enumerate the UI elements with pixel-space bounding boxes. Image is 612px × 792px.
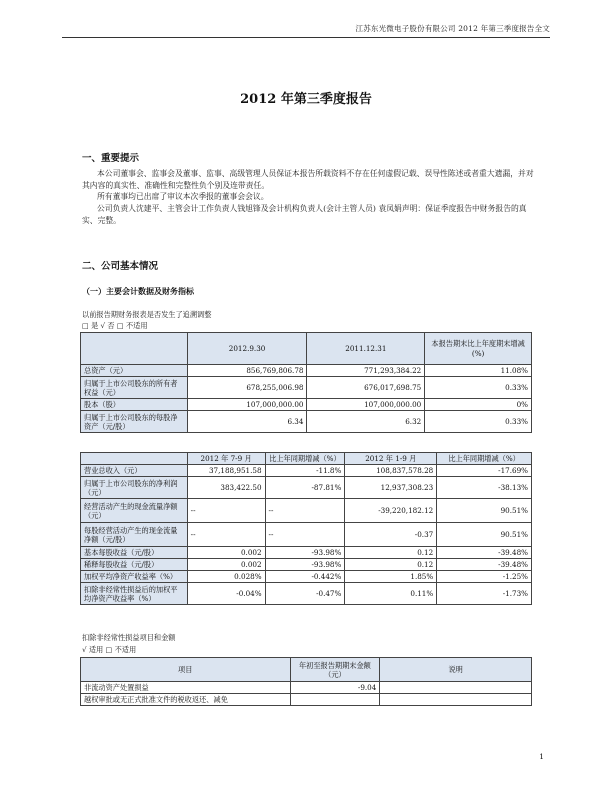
table-row xyxy=(81,694,532,706)
table-header-row xyxy=(81,333,532,365)
table-cell: 0.33% xyxy=(425,411,532,433)
table-cell: 107,000,000.00 xyxy=(307,399,425,411)
subsection-key-data-heading: （一）主要会计数据及财务指标 xyxy=(82,286,194,296)
income-statement-table xyxy=(80,452,532,605)
table-cell xyxy=(380,694,532,706)
table-row xyxy=(81,365,532,377)
table-cell: 771,293,384.22 xyxy=(307,365,425,377)
nonrecurring-options: √ 适用 □ 不适用 xyxy=(82,645,137,654)
table-row xyxy=(81,682,532,694)
row-label: 非流动资产处置损益 xyxy=(81,682,291,694)
table-cell: -17.69% xyxy=(437,465,532,477)
table-cell: -87.81% xyxy=(265,477,345,499)
row-label: 归属于上市公司股东的每股净资产（元/股） xyxy=(81,411,188,433)
row-label: 越权审批或无正式批准文件的税收返还、减免 xyxy=(81,694,291,706)
notice-paragraph-1: 本公司董事会、监事会及董事、监事、高级管理人员保证本报告所载资料不存在任何虚假记载、误导性陈述或者重大遗漏，并对其内容的真实性、准确性和完整性负个别及连带责任。 xyxy=(82,169,534,190)
table-cell: 856,769,806.78 xyxy=(187,365,307,377)
table-cell: -0.37 xyxy=(345,523,437,547)
row-label: 每股经营活动产生的现金流量净额（元/股） xyxy=(81,523,188,547)
balance-sheet-table xyxy=(80,332,532,433)
restatement-question: 以前报告期财务报表是否发生了追溯调整 xyxy=(82,310,212,319)
table-cell: 11.08% xyxy=(425,365,532,377)
table-cell: 678,255,006.98 xyxy=(187,377,307,399)
row-label: 归属于上市公司股东的净利润（元） xyxy=(81,477,188,499)
table-cell: 0% xyxy=(425,399,532,411)
table-cell: -38.13% xyxy=(437,477,532,499)
table-row xyxy=(81,465,532,477)
row-label: 基本每股收益（元/股） xyxy=(81,547,188,559)
table-cell: 90.51% xyxy=(437,523,532,547)
table-row xyxy=(81,377,532,399)
section-important-notice-heading: 一、重要提示 xyxy=(82,153,140,164)
table-header-cell xyxy=(81,333,188,365)
restatement-options: □ 是 √ 否 □ 不适用 xyxy=(82,321,148,330)
table-cell: 383,422.50 xyxy=(187,477,265,499)
table-header-cell: 项目 xyxy=(81,658,291,682)
table-header-cell xyxy=(81,453,188,465)
table-cell xyxy=(380,682,532,694)
table-header-cell: 比上年同期增减（%） xyxy=(265,453,345,465)
table-row xyxy=(81,571,532,583)
table-header-cell: 2011.12.31 xyxy=(307,333,425,365)
table-row xyxy=(81,477,532,499)
document-title: 2012 年第三季度报告 xyxy=(240,92,372,107)
running-header: 江苏东光微电子股份有限公司 2012 年第三季度报告全文 xyxy=(355,24,550,33)
row-label: 经营活动产生的现金流量净额（元） xyxy=(81,499,188,523)
table-cell: 676,017,698.75 xyxy=(307,377,425,399)
table-cell: -9.04 xyxy=(290,682,380,694)
table-cell: 0.12 xyxy=(345,559,437,571)
row-label: 扣除非经常性损益后的加权平均净资产收益率（%） xyxy=(81,583,188,605)
header-rule xyxy=(62,37,550,38)
row-label: 总资产（元） xyxy=(81,365,188,377)
table-cell: -39.48% xyxy=(437,559,532,571)
table-cell: 12,937,308.23 xyxy=(345,477,437,499)
table-cell: 0.12 xyxy=(345,547,437,559)
table-row xyxy=(81,411,532,433)
table-cell: 0.33% xyxy=(425,377,532,399)
table-header-cell: 2012 年 1-9 月 xyxy=(345,453,437,465)
table-header-cell: 2012 年 7-9 月 xyxy=(187,453,265,465)
nonrecurring-note: 扣除非经常性损益项目和金额 xyxy=(82,633,176,642)
row-label: 股本（股） xyxy=(81,399,188,411)
table-cell: -93.98% xyxy=(265,559,345,571)
table-row xyxy=(81,399,532,411)
table-cell: -39,220,182.12 xyxy=(345,499,437,523)
table-header-row xyxy=(81,453,532,465)
table-cell: 37,188,951.58 xyxy=(187,465,265,477)
table-header-cell: 说明 xyxy=(380,658,532,682)
table-cell: 108,837,578.28 xyxy=(345,465,437,477)
table-cell: 6.32 xyxy=(307,411,425,433)
table-row xyxy=(81,523,532,547)
table-cell: 6.34 xyxy=(187,411,307,433)
table-header-row xyxy=(81,658,532,682)
table-cell: 0.028% xyxy=(187,571,265,583)
row-label: 归属于上市公司股东的所有者权益（元） xyxy=(81,377,188,399)
table-header-cell: 比上年同期增减（%） xyxy=(437,453,532,465)
table-cell: -39.48% xyxy=(437,547,532,559)
table-cell: -93.98% xyxy=(265,547,345,559)
row-label: 稀释每股收益（元/股） xyxy=(81,559,188,571)
table-cell: -0.04% xyxy=(187,583,265,605)
row-label: 加权平均净资产收益率（%） xyxy=(81,571,188,583)
notice-paragraph-2: 所有董事均已出席了审议本次季报的董事会会议。 xyxy=(97,192,269,201)
table-cell: -- xyxy=(265,499,345,523)
table-cell: 1.85% xyxy=(345,571,437,583)
table-cell: -- xyxy=(187,523,265,547)
table-cell: -0.442% xyxy=(265,571,345,583)
table-cell: -- xyxy=(265,523,345,547)
table-row xyxy=(81,499,532,523)
table-header-cell: 年初至报告期期末金额（元） xyxy=(290,658,380,682)
row-label: 营业总收入（元） xyxy=(81,465,188,477)
table-cell: 0.002 xyxy=(187,559,265,571)
table-cell: 90.51% xyxy=(437,499,532,523)
table-cell xyxy=(290,694,380,706)
table-cell: -- xyxy=(187,499,265,523)
table-cell: 0.11% xyxy=(345,583,437,605)
table-cell: -1.73% xyxy=(437,583,532,605)
table-cell: -0.47% xyxy=(265,583,345,605)
table-row xyxy=(81,559,532,571)
table-cell: -11.8% xyxy=(265,465,345,477)
page-number: 1 xyxy=(539,752,544,761)
table-cell: -1.25% xyxy=(437,571,532,583)
table-cell: 107,000,000.00 xyxy=(187,399,307,411)
table-cell: 0.002 xyxy=(187,547,265,559)
notice-paragraph-3: 公司负责人沈建平、主管会计工作负责人钱旭锋及会计机构负责人(会计主管人员) 袁凤娟声明：保证季度报告中财务报告的真实、完整。 xyxy=(82,204,527,225)
table-header-cell: 2012.9.30 xyxy=(187,333,307,365)
table-row xyxy=(81,547,532,559)
section-company-info-heading: 二、公司基本情况 xyxy=(82,261,159,272)
table-row xyxy=(81,583,532,605)
table-header-cell: 本报告期末比上年度期末增减(%) xyxy=(425,333,532,365)
nonrecurring-items-table xyxy=(80,657,532,706)
